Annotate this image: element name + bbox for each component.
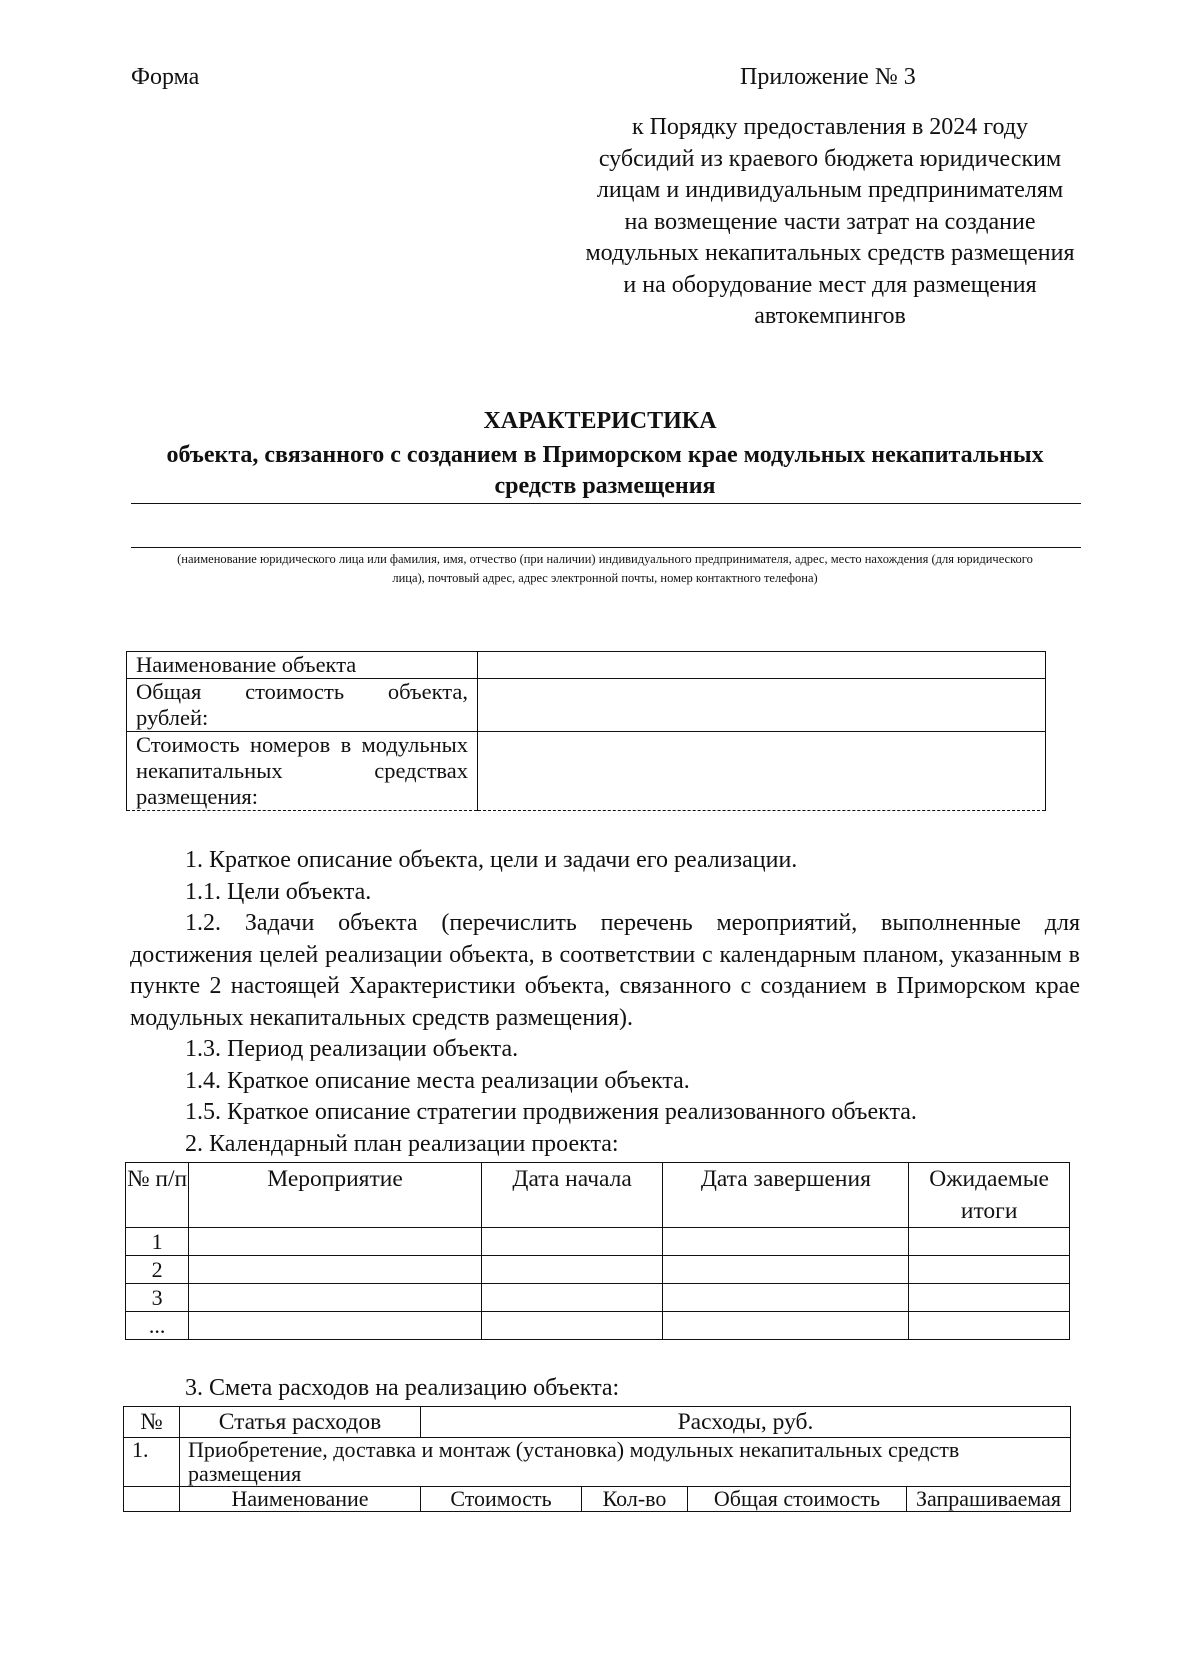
start-date-cell[interactable] (481, 1284, 663, 1312)
end-date-cell[interactable] (663, 1284, 909, 1312)
col-header-start-date: Дата начала (481, 1163, 663, 1228)
row-number: 1 (126, 1228, 189, 1256)
cost-estimate-table (123, 1406, 1071, 1512)
activity-cell[interactable] (189, 1312, 482, 1340)
document-title: ХАРАКТЕРИСТИКА (483, 408, 717, 434)
start-date-cell[interactable] (481, 1312, 663, 1340)
expense-category: Приобретение, доставка и монтаж (установка) модульных некапитальных средств размещения (180, 1438, 1071, 1487)
applicant-hint: (наименование юридического лица или фамилия, имя, отчество (при наличии) индивидуального предпринимателя, адрес, место нахождения (для юридического лица), почтовый адрес, адрес электронной почты, номер контактного телефона) (177, 552, 1033, 585)
section-3-title: 3. Смета расходов на реализацию объекта: (185, 1375, 620, 1401)
results-cell[interactable] (909, 1284, 1070, 1312)
col-header-results: Ожидаемые итоги (909, 1163, 1070, 1228)
object-name-value[interactable] (478, 652, 1046, 679)
table-row (126, 1228, 1070, 1256)
col-header-activity: Мероприятие (189, 1163, 482, 1228)
object-name-label: Наименование объекта (127, 652, 478, 679)
col-header-number: № п/п (126, 1163, 189, 1228)
section-item: 1.4. Краткое описание места реализации объекта. (185, 1067, 690, 1094)
section-item: 1. Краткое описание объекта, цели и задачи его реализации. (185, 847, 798, 873)
table-row (127, 732, 1046, 811)
subheader-requested: Запрашиваемая (907, 1487, 1071, 1512)
row-number: 3 (126, 1284, 189, 1312)
form-label: Форма (131, 64, 200, 90)
section-item: 1.2. Задачи объекта (перечислить перечень мероприятий, выполненные для достижения целей реализации объекта, в соответствии с календарным планом, указанным в пункте 2 настоящей Характеристики объекта, связанного с созданием в Приморском крае модульных некапитальных средств размещения). (130, 910, 1080, 1031)
rooms-cost-label: Стоимость номеров в модульных некапитальных средствах размещения: (127, 732, 478, 811)
table-row (124, 1438, 1071, 1487)
object-cost-label: Общая стоимость объекта, рублей: (127, 679, 478, 732)
row-number: 1. (124, 1438, 180, 1487)
table-row (127, 679, 1046, 732)
end-date-cell[interactable] (663, 1256, 909, 1284)
title-underline (131, 503, 1081, 504)
calendar-plan-table (125, 1162, 1070, 1340)
table-header-row (126, 1163, 1070, 1228)
end-date-cell[interactable] (663, 1312, 909, 1340)
col-header-expenses: Расходы, руб. (421, 1407, 1071, 1438)
section-item: 1.1. Цели объекта. (185, 878, 372, 905)
subheader-quantity: Кол-во (582, 1487, 688, 1512)
subheader-cost: Стоимость (421, 1487, 582, 1512)
activity-cell[interactable] (189, 1284, 482, 1312)
table-row (127, 652, 1046, 679)
col-header-expense-item: Статья расходов (180, 1407, 421, 1438)
section-item: 1.3. Период реализации объекта. (185, 1036, 519, 1062)
subheader-name: Наименование (180, 1487, 421, 1512)
results-cell[interactable] (909, 1228, 1070, 1256)
section-item: 1.5. Краткое описание стратегии продвижения реализованного объекта. (185, 1099, 917, 1125)
col-header-end-date: Дата завершения (663, 1163, 909, 1228)
table-row (126, 1312, 1070, 1340)
row-number: ... (126, 1312, 189, 1340)
object-cost-value[interactable] (478, 679, 1046, 732)
end-date-cell[interactable] (663, 1228, 909, 1256)
section-1-text (130, 845, 1080, 1160)
applicant-fill-line[interactable] (131, 547, 1081, 548)
table-row (126, 1256, 1070, 1284)
object-info-table (126, 651, 1046, 811)
row-number: 2 (126, 1256, 189, 1284)
appendix-description: к Порядку предоставления в 2024 году субсидий из краевого бюджета юридическим лицам и индивидуальным предпринимателям на возмещение части затрат на создание модульных некапитальных средств размещения и на оборудование мест для размещения автокемпингов (585, 114, 1075, 329)
section-item: 2. Календарный план реализации проекта: (185, 1130, 619, 1157)
results-cell[interactable] (909, 1256, 1070, 1284)
results-cell[interactable] (909, 1312, 1070, 1340)
appendix-number: Приложение № 3 (740, 64, 916, 90)
table-row (126, 1284, 1070, 1312)
activity-cell[interactable] (189, 1256, 482, 1284)
start-date-cell[interactable] (481, 1228, 663, 1256)
subheader-total-cost: Общая стоимость (688, 1487, 907, 1512)
document-subtitle: объекта, связанного с созданием в Приморском крае модульных некапитальных средств размещения (166, 442, 1044, 499)
table-subheader-row (124, 1487, 1071, 1512)
table-header-row (124, 1407, 1071, 1438)
empty-cell (124, 1487, 180, 1512)
rooms-cost-value[interactable] (478, 732, 1046, 811)
start-date-cell[interactable] (481, 1256, 663, 1284)
col-header-number: № (124, 1407, 180, 1438)
activity-cell[interactable] (189, 1228, 482, 1256)
